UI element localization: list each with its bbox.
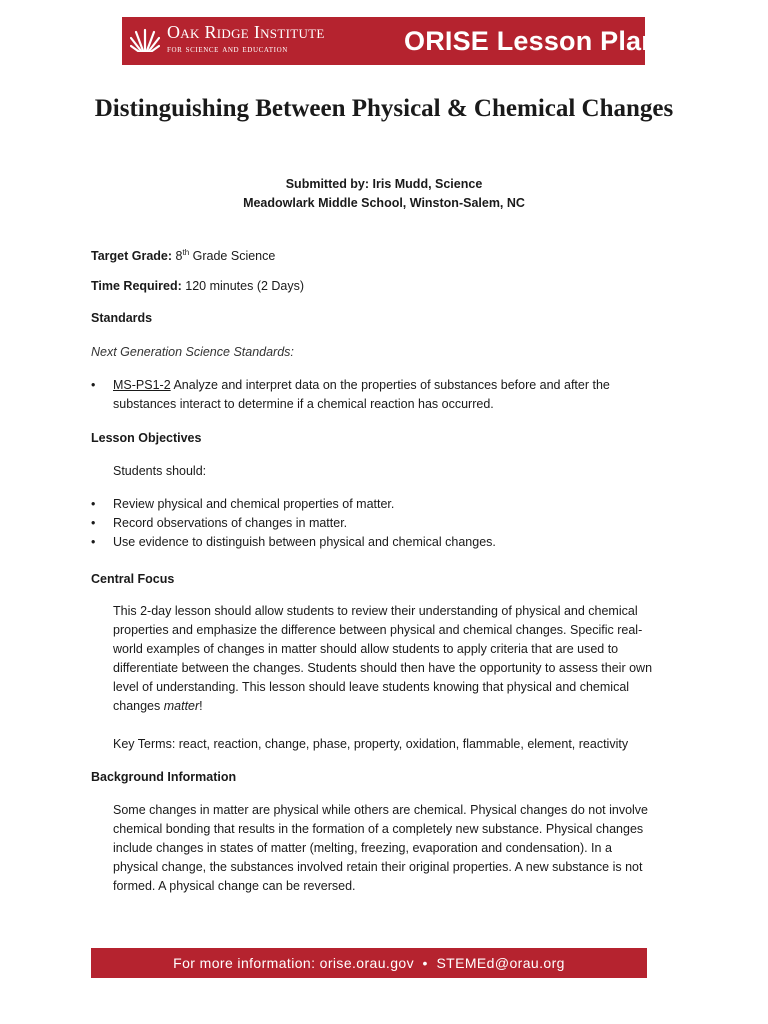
school-name: Meadowlark Middle School, Winston-Salem, NC [243,196,525,210]
institute-name [167,23,325,56]
central-focus-text: This 2-day lesson should allow students to review their understanding of physical and chemical properties and emphasize the difference between physical and chemical changes. Specific real-world examples of changes in matter should allow students to apply criteria that are used to differentiate between the changes. Students should then have the opportunity to assess their own level of understanding. This lesson should leave students knowing that physical and chemical changes [113,604,653,713]
footer-contact-text: For more information: orise.orau.gov • STEMEd@orau.org [173,955,565,971]
objective-item: • Use evidence to distinguish between physical and chemical changes. [91,533,651,552]
page-title: Distinguishing Between Physical & Chemical Changes [94,95,674,122]
central-focus-heading: Central Focus [91,572,175,586]
time-required-label: Time Required: [91,279,182,293]
submission-info [90,175,678,213]
target-grade [91,243,275,266]
time-required-value: 120 minutes (2 Days) [185,279,305,293]
standard-text: Analyze and interpret data on the properties of substances before and after the substances interact to determine if a chemical reaction has occurred. [113,378,610,411]
background-heading: Background Information [91,770,237,784]
central-focus-paragraph [113,602,653,716]
central-focus-end: ! [199,699,203,713]
target-grade-label: Target Grade: [91,249,173,264]
banner-title: ORISE Lesson Plan [404,26,658,56]
objective-item: • Record observations of changes in matter. [91,514,651,533]
time-required [91,277,304,296]
target-grade-number: 8 [175,249,183,264]
central-focus-emphasis: matter [163,699,200,713]
key-terms: Key Terms: react, reaction, change, phase, property, oxidation, flammable, element, reactivity [113,737,629,751]
standards-subheading: Next Generation Science Standards: [91,345,294,359]
standards-heading: Standards [91,311,153,325]
target-grade-value: Grade Science [192,249,276,264]
institute-name-line1: Oak Ridge Institute [167,22,325,42]
header-banner [122,17,658,65]
objectives-intro: Students should: [113,464,207,478]
standards-list [91,376,631,414]
objectives-heading: Lesson Objectives [91,431,202,445]
background-paragraph: Some changes in matter are physical while others are chemical. Physical changes do not involve chemical bonding that results in the formation of a completely new substance. Physical changes include changes in states of matter (melting, freezing, evaporation and condensation). In a physical change, the substances involved retain their original properties. A new substance is not formed. A physical change can be reversed. [113,803,648,893]
institute-name-line2: for science and education [167,44,288,55]
objectives-list [91,495,651,552]
submitted-by: Submitted by: Iris Mudd, Science [285,177,483,191]
standard-code-link[interactable]: MS-PS1-2 [113,378,171,392]
objective-item: • Review physical and chemical properties of matter. [91,495,651,514]
sunburst-logo-icon [130,24,160,58]
target-grade-sup: th [182,248,190,257]
standards-item [91,376,631,414]
footer-banner [91,948,647,978]
